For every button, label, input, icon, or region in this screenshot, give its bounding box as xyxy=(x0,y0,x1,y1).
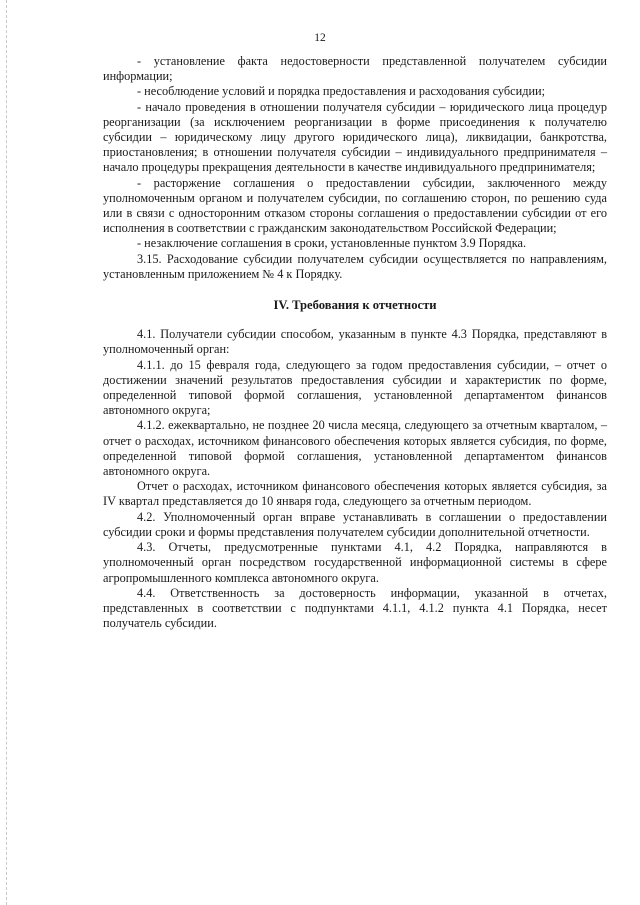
paragraph-termination: - расторжение соглашения о предоставлении субсидии, заключенного между уполномоченным органом и получателем субсидии, по соглашению сторон, по решению суда или в связи с односторонним отказом стороны соглашения о предоставлении субсидии от его исполнения в соответствии с гражданским законодательством Российской Федерации; xyxy=(103,175,607,236)
paragraph-non-compliance: - несоблюдение условий и порядка предоставления и расходования субсидии; xyxy=(137,84,546,99)
paragraph-4-4: 4.4. Ответственность за достоверность информации, указанной в отчетах, представленных в соответствии с подпунктами 4.1.1, 4.1.2 пункта 4.1 Порядка, несет получатель субсидии. xyxy=(103,585,607,631)
paragraph-false-info: - установление факта недостоверности представленной получателем субсидии информации; xyxy=(103,54,607,84)
paragraph-4-1-2: 4.1.2. ежеквартально, не позднее 20 числа месяца, следующего за отчетным кварталом, – отчет о расходах, источником финансового обеспечения которых является субсидия, по форме, определенной типовой формой соглашения, установленной департаментом финансов автономного округа. xyxy=(103,418,607,479)
page-number: 12 xyxy=(314,32,326,44)
paragraph-non-conclusion: - незаключение соглашения в сроки, установленные пунктом 3.9 Порядка. xyxy=(137,236,527,251)
section-heading: IV. Требования к отчетности xyxy=(273,298,437,313)
paragraph-4-1-1: 4.1.1. до 15 февраля года, следующего за годом предоставления субсидии, – отчет о достижении значений результатов предоставления субсидии и характеристик по форме, определенной типовой формой соглашения, установленной департаментом финансов автономного округа; xyxy=(103,357,607,418)
document-body xyxy=(103,54,607,631)
paragraph-quarter-iv-report: Отчет о расходах, источником финансового обеспечения которых является субсидия, за IV квартал представляется до 10 января года, следующего за отчетным периодом. xyxy=(103,479,607,509)
paragraph-reorganization: - начало проведения в отношении получателя субсидии – юридического лица процедур реорганизации (за исключением реорганизации в форме присоединения к получателю субсидии – юридическому лицу другого юридического лица), ликвидации, банкротства, приостановления; в отношении получателя субсидии – индивидуального предпринимателя – начало процедуры прекращения деятельности в качестве индивидуального предпринимателя; xyxy=(103,99,607,175)
paragraph-4-1: 4.1. Получатели субсидии способом, указанным в пункте 4.3 Порядка, представляют в уполномоченный орган: xyxy=(103,327,607,357)
paragraph-4-3: 4.3. Отчеты, предусмотренные пунктами 4.1, 4.2 Порядка, направляются в уполномоченный орган посредством государственной информационной системы в сфере агропромышленного комплекса автономного округа. xyxy=(103,540,607,585)
scan-edge-line xyxy=(6,0,8,905)
paragraph-3-15: 3.15. Расходование субсидии получателем субсидии осуществляется по направлениям, установленным приложением № 4 к Порядку. xyxy=(103,251,607,281)
paragraph-4-2: 4.2. Уполномоченный орган вправе устанавливать в соглашении о предоставлении субсидии сроки и формы представления получателем субсидии дополнительной отчетности. xyxy=(103,509,607,539)
